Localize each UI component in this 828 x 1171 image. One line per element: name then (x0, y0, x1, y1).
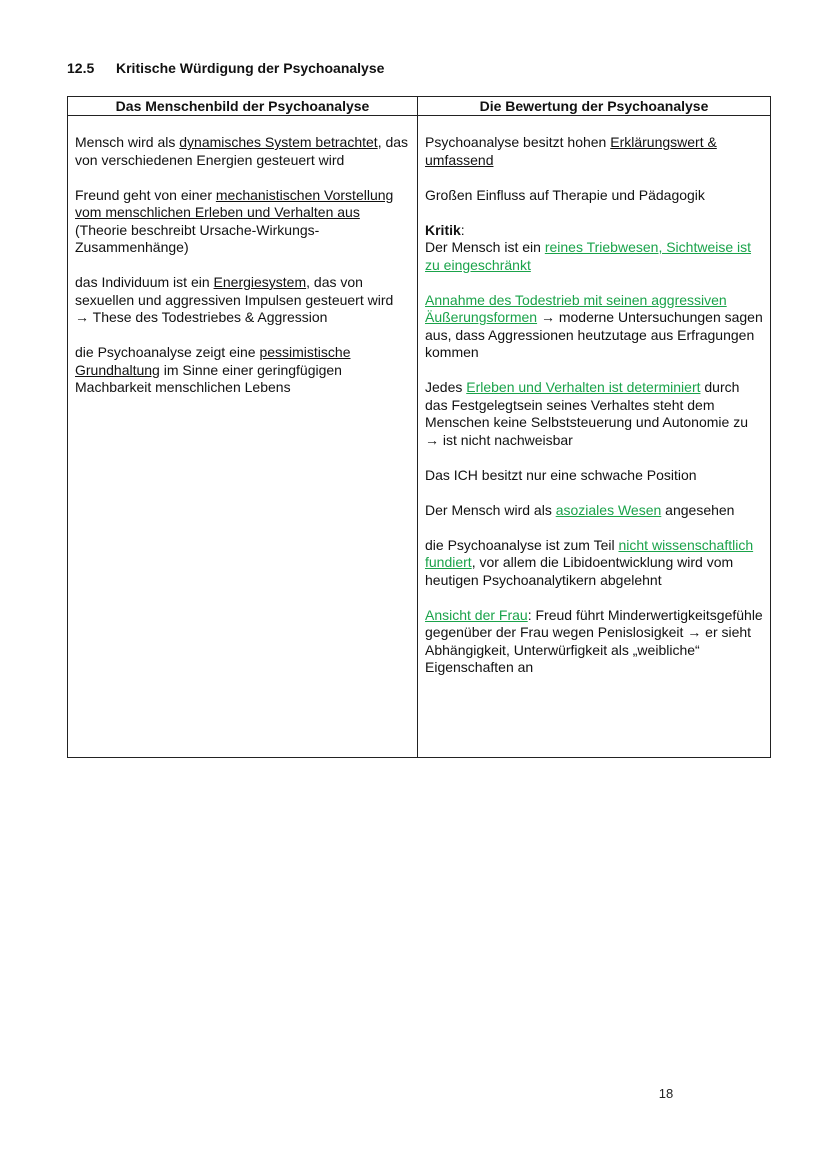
green-highlight: reines Triebwesen, Sichtweise ist zu eingeschränkt (425, 239, 752, 273)
page-number: 18 (658, 1086, 674, 1101)
green-highlight: Annahme des Todestrieb mit seinen aggressiven Äußerungsformen (425, 291, 727, 325)
text-span: angesehen (661, 501, 735, 518)
menschenbild-cell (68, 116, 418, 758)
menschenbild-paragraph (75, 134, 410, 169)
text-span: : Freud führt Minderwertigkeitsgefühle gegenüber der Frau wegen Penislosigkeit → er sieht Abhängigkeit, Unterwürfigkeit als „weibliche“ Eigenschaften an (425, 606, 763, 675)
text-span: durch das Festgelegtsein seines Verhaltes steht dem Menschen keine Selbststeuerung und Autonomie zu → ist nicht nachweisbar (425, 379, 748, 448)
section-title: Kritische Würdigung der Psychoanalyse (116, 60, 385, 76)
green-highlight: Erleben und Verhalten ist determiniert (466, 379, 701, 395)
header-bewertung: Die Bewertung der Psychoanalyse (418, 97, 771, 116)
text-span: die Psychoanalyse ist zum Teil (425, 536, 619, 553)
green-highlight: Ansicht der Frau (425, 606, 528, 623)
bewertung-paragraph (425, 537, 763, 590)
section-heading (67, 60, 384, 76)
text-span: die Psychoanalyse zeigt eine (75, 344, 260, 360)
menschenbild-paragraph (75, 274, 410, 327)
underlined-term: Energiesystem (213, 274, 307, 290)
text-span: , das von sexuellen und aggressiven Impulsen gesteuert wird → These des Todestriebes & Aggression (75, 274, 394, 325)
text-span: → moderne Untersuchungen sagen aus, dass Aggressionen heutzutage aus Erfragungen kommen (425, 309, 763, 360)
green-highlight: asoziales Wesen (555, 501, 662, 518)
bewertung-paragraph: Das ICH besitzt nur eine schwache Position (425, 466, 697, 483)
text-span: , vor allem die Libidoentwicklung wird vom heutigen Psychoanalytikern abgelehnt (425, 554, 734, 588)
text-span: Freund geht von einer (75, 186, 216, 203)
bewertung-paragraph (425, 134, 763, 169)
kritik-label: Kritik (425, 221, 461, 238)
underlined-term: dynamisches System betrachtet (179, 134, 378, 150)
text-span: im Sinne einer geringfügigen Machbarkeit menschlichen Lebens (75, 361, 342, 395)
underlined-term: pessimistische Grundhaltung (75, 344, 351, 378)
menschenbild-paragraph (75, 344, 410, 397)
underlined-term: mechanistischen Vorstellung vom menschlichen Erleben und Verhalten aus (75, 186, 394, 220)
bewertung-cell (418, 116, 771, 758)
header-menschenbild: Das Menschenbild der Psychoanalyse (68, 97, 418, 116)
text-span: Der Mensch wird als (425, 501, 556, 518)
green-highlight: nicht wissenschaftlich fundiert (425, 536, 754, 570)
text-span: das Individuum ist ein (75, 274, 214, 290)
text-span: , das von verschiedenen Energien gesteuert wird (75, 134, 409, 168)
text-span: Der Mensch ist ein (425, 239, 545, 255)
bewertung-paragraph (425, 502, 763, 520)
comparison-table (67, 96, 771, 758)
table-row (68, 116, 771, 758)
bewertung-paragraph: Großen Einfluss auf Therapie und Pädagogik (425, 186, 705, 203)
text-span: Jedes (425, 379, 467, 395)
menschenbild-paragraph (75, 187, 410, 257)
bewertung-paragraph (425, 292, 763, 362)
text-span: Psychoanalyse besitzt hohen (425, 134, 611, 150)
text-span: Mensch wird als (75, 134, 180, 150)
text-span: (Theorie beschreibt Ursache-Wirkungs-Zusammenhänge) (75, 221, 320, 255)
underlined-term: Erklärungswert & umfassend (425, 134, 717, 168)
bewertung-paragraph (425, 607, 763, 677)
section-number: 12.5 (67, 60, 95, 76)
bewertung-paragraph (425, 379, 763, 449)
text-span: : (460, 221, 465, 238)
bewertung-paragraph (425, 222, 763, 275)
table-header-row (68, 97, 771, 116)
